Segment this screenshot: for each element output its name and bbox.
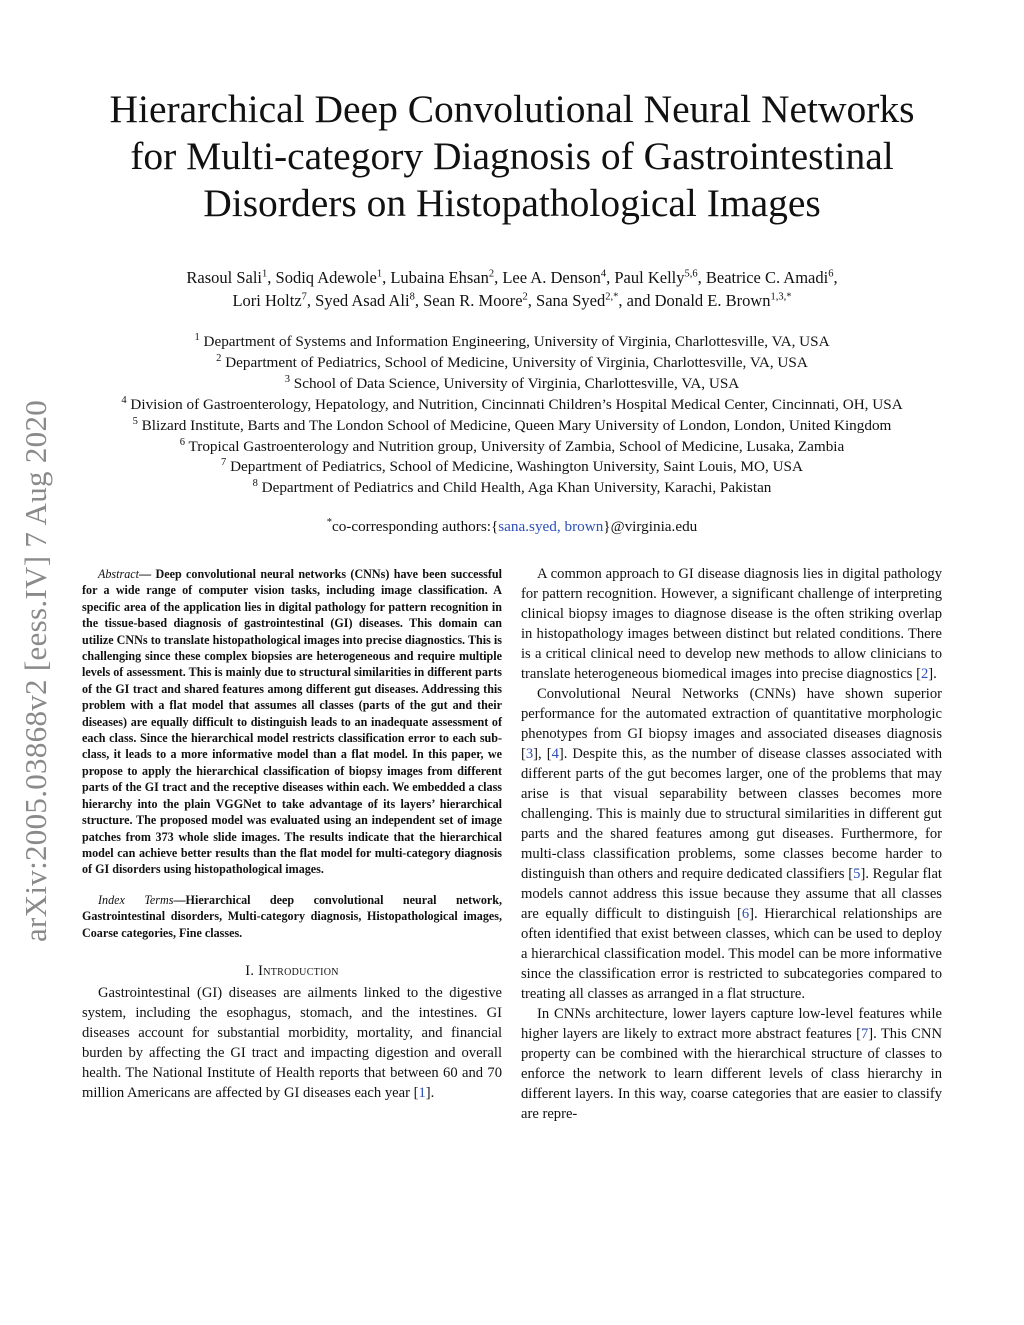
author-affil-sup: 2,* [605, 291, 619, 303]
index-terms-text: Hierarchical deep convolutional neural network, Gastrointestinal disorders, Multi-category diagnosis, Histopathological images, Coarse categories, Fine classes. [82, 892, 502, 940]
author-affil-sup: 8 [409, 291, 415, 303]
email-link-brown[interactable]: brown [564, 518, 604, 535]
abstract-label: Abstract [98, 567, 139, 581]
affiliation-text: Blizard Institute, Barts and The London School of Medicine, Queen Mary University of London, London, United Kingdom [141, 416, 892, 434]
affiliation [40, 374, 984, 395]
affiliation [40, 478, 984, 499]
affiliation-number: 2 [216, 352, 222, 364]
citation-link[interactable]: 3 [525, 746, 534, 762]
paragraph-text: , [538, 746, 547, 762]
affiliation-number: 8 [252, 478, 258, 490]
author-name: Lee A. Denson [502, 268, 601, 287]
paragraph-text: A common approach to GI disease diagnosis lies in digital pathology for pattern recognition. However, a significant challenge of interpreting clinical biopsy images to diagnose disease is the often striking overlap in histopathology images between distinct but related conditions. There is a critical clinical need to develop new methods to allow clinicians to translate heterogeneous biomedical images into precise diagnostics [521, 566, 942, 682]
paragraph-text: . Hierarchical relationships are often identified that exist between classes, which can be used to deploy a hierarchical classification model. This model can be more informative since the classification error is restricted to subcategories compared to treating all classes as arranged in a flat structure. [521, 906, 942, 1002]
index-terms [82, 892, 502, 941]
arxiv-identifier: arXiv:2005.03868v2 [eess.IV] 7 Aug 2020 [18, 399, 53, 942]
author-name: Syed Asad Ali [315, 291, 410, 310]
author-name: Paul Kelly [614, 268, 685, 287]
author-affil-sup: 2 [522, 291, 528, 303]
abstract-dash: — [138, 567, 152, 581]
citation-link[interactable]: 5 [853, 866, 861, 882]
affiliation-text: School of Data Science, University of Virginia, Charlottesville, VA, USA [293, 374, 740, 392]
email-link-syed[interactable]: sana.syed [498, 518, 557, 535]
affiliation [40, 416, 984, 437]
affiliation-number: 1 [194, 331, 200, 343]
author-name: Sean R. Moore [423, 291, 523, 310]
title-line: Disorders on Histopathological Images [203, 181, 821, 225]
paragraph: Convolutional Neural Networks (CNNs) have shown superior performance for the automated extraction of quantitative morphologic phenotypes from GI biopsy images and associated diseases diagnosis [3], [4]. Despite this, as the number of disease classes associated with different parts of the gut becomes larger, one of the problems that may arise is that visual separability between classes becomes more challenging. This is mainly due to structural similarities in different gut parts and the shared features among gut diseases. Furthermore, for multi-class classification problems, some classes become harder to distinguish than others and require dedicated classifiers [5]. Regular flat models cannot address this issue because they assume that all classes are equally difficult to distinguish [6]. Hierarchical relationships are often identified that exist between classes, which can be used to deploy a hierarchical classification model. This model can be more informative since the classification error is restricted to subcategories compared to treating all classes as arranged in a flat structure. [521, 686, 942, 1002]
paragraph: A common approach to GI disease diagnosis lies in digital pathology for pattern recognition. However, a significant challenge of interpreting clinical biopsy images to diagnose disease is the often striking overlap in histopathology images between distinct but related conditions. There is a critical clinical need to develop new methods to allow clinicians to translate heterogeneous biomedical images into precise diagnostics [2]. [521, 566, 942, 682]
author-affil-sup: 1 [262, 268, 268, 280]
email-separator: , [556, 518, 565, 535]
title-line: Hierarchical Deep Convolutional Neural Networks [109, 87, 915, 131]
paper-title [60, 86, 964, 227]
affiliation-text: Department of Systems and Information Engineering, University of Virginia, Charlottesville, VA, USA [203, 333, 830, 350]
affiliation-text: Department of Pediatrics, School of Medicine, Washington University, Saint Louis, MO, USA [230, 458, 803, 476]
paragraph-text: Gastrointestinal (GI) diseases are ailments linked to the digestive system, including the esophagus, stomach, and the intestines. GI diseases account for substantial morbidity, mortality, and financial burden by affecting the GI tract and impacting digestion and overall health. The National Institute of Health reports that between 60 and 70 million Americans are affected by GI diseases each year [82, 984, 502, 1101]
abstract-text: Deep convolutional neural networks (CNNs) have been successful for a wide range of computer vision tasks, including image classification. A specific area of the application lies in digital pathology for pattern recognition in the tissue-based diagnosis of gastrointestinal (GI) diseases. This domain can utilize CNNs to translate histopathological images into precise diagnostics. This is challenging since these complex biopsies are heterogeneous and require multiple levels of assessment. This is mainly due to structural similarities in different parts of the GI tract and shared features among different gut diseases. Addressing this problem with a flat model that assumes all classes (parts of the gut and their diseases) are equally difficult to distinguish leads to an inadequate assessment of each class. Since the hierarchical model restricts classification error to each sub-class, it leads to a more informative model than a flat model. In this paper, we propose to apply the hierarchical classification of biopsy images from different parts of the GI tract and the receptive diseases within each. We embedded a class hierarchy into the plain VGGNet to take advantage of its layers’ hierarchical structure. The proposed model was evaluated using an independent set of image patches from 373 whole slide images. The results indicate that the hierarchical model can achieve better results than the flat model for multi-category diagnosis of GI disorders using histopathological images. [82, 567, 502, 877]
author-line: Rasoul Sali$^1$, Sodiq Adewole$^1$, Lubaina Ehsan$^2$, Lee A. Denson$^4$, Paul Kelly$^{5,6}$, Beatrice C. Amadi$^6$, [186, 268, 838, 287]
section-title: Introduction [258, 962, 339, 979]
section-numeral: I. [245, 962, 259, 979]
author-affil-sup: 5,6 [684, 268, 698, 280]
affiliation-number: 4 [121, 394, 127, 406]
affiliation-number: 3 [284, 373, 290, 385]
affiliation-list [40, 332, 984, 499]
author-name: Donald E. Brown [654, 291, 771, 310]
index-terms-label: Index Terms [98, 892, 174, 907]
corresponding-prefix: co-corresponding authors: [331, 518, 491, 535]
author-affil-sup: 2 [488, 268, 495, 280]
affiliation-number: 7 [221, 457, 227, 469]
left-column [82, 564, 502, 1103]
paragraph: In CNNs architecture, lower layers capture low-level features while higher layers are likely to extract more abstract features [7]. This CNN property can be combined with the hierarchical structure of classes to enforce the network to learn different levels of class hierarchy in different layers. In this way, coarse categories that are easier to classify are repre- [521, 1006, 942, 1122]
paragraph-text: . Despite this, as the number of disease classes associated with different parts of the gut becomes larger, one of the problems that may arise is that visual separability between classes becomes more challenging. This is mainly due to structural similarities in different gut parts and the shared features among gut diseases. Furthermore, for multi-class classification problems, some classes become harder to distinguish than others and require dedicated classifiers [521, 746, 942, 882]
right-column [521, 564, 942, 1124]
citation-link[interactable]: 1 [418, 1084, 426, 1101]
author-name: Sana Syed [536, 291, 606, 310]
paragraph-text: Convolutional Neural Networks (CNNs) have shown superior performance for the automated extraction of quantitative morphologic phenotypes from GI biopsy images and associated diseases diagnosis [521, 686, 942, 742]
author-name: Beatrice C. Amadi [705, 268, 829, 287]
paragraph-end: . [430, 1084, 435, 1101]
author-name: Lori Holtz [232, 291, 302, 310]
corresponding-authors [60, 518, 964, 536]
citation-link[interactable]: 7 [860, 1026, 869, 1042]
paragraph-end: . [933, 666, 937, 682]
affiliation-text: Department of Pediatrics, School of Medicine, University of Virginia, Charlottesville, VA, USA [225, 353, 808, 371]
affiliation [40, 437, 984, 458]
affiliation-text: Department of Pediatrics and Child Health, Aga Khan University, Karachi, Pakistan [261, 479, 772, 497]
paragraph-text: . This CNN property can be combined with the hierarchical structure of classes to enforce the network to learn different levels of class hierarchy in different layers. In this way, coarse categories that are easier to classify are repre- [521, 1026, 942, 1122]
paragraph-text: In CNNs architecture, lower layers capture low-level features while higher layers are likely to extract more abstract features [521, 1006, 942, 1042]
affiliation [40, 395, 984, 416]
brace-open: { [490, 518, 499, 535]
affiliation [40, 332, 984, 353]
affiliation-number: 5 [132, 415, 138, 427]
abstract [82, 566, 502, 878]
author-affil-sup: 4 [600, 268, 607, 280]
author-list [60, 266, 964, 312]
title-line: for Multi-category Diagnosis of Gastrointestinal [130, 134, 894, 178]
affiliation-number: 6 [179, 436, 185, 448]
affiliation [40, 353, 984, 374]
corresponding-star: * [326, 516, 332, 528]
brace-close: } [603, 518, 611, 535]
affiliation-text: Division of Gastroenterology, Hepatology, and Nutrition, Cincinnati Children’s Hospital Medical Center, Cincinnati, OH, USA [130, 395, 903, 413]
intro-paragraph: Gastrointestinal (GI) diseases are ailments linked to the digestive system, including the esophagus, stomach, and the intestines. GI diseases account for substantial morbidity, mortality, and financial burden by affecting the GI tract and impacting digestion and overall health. The National Institute of Health reports that between 60 and 70 million Americans are affected by GI diseases each year [1]. [82, 984, 502, 1101]
email-domain: @virginia.edu [610, 518, 698, 535]
author-affil-sup: 1 [376, 268, 383, 280]
author-name: Lubaina Ehsan [390, 268, 489, 287]
author-affil-sup: 6 [828, 268, 834, 280]
citation-link[interactable]: 4 [551, 746, 559, 762]
paragraph-text: . Regular flat models cannot address this issue because they assume that all classes are equally difficult to distinguish [521, 866, 942, 922]
author-affil-sup: 7 [301, 291, 307, 303]
citation-link[interactable]: 2 [921, 666, 929, 682]
author-name: Rasoul Sali [186, 268, 263, 287]
affiliation-text: Tropical Gastroenterology and Nutrition group, University of Zambia, School of Medicine, Lusaka, Zambia [188, 437, 845, 455]
index-terms-dash: — [173, 892, 186, 907]
affiliation [40, 457, 984, 478]
citation-link[interactable]: 6 [741, 906, 750, 922]
author-affil-sup: 1,3,* [770, 291, 792, 303]
author-name: Sodiq Adewole [275, 268, 377, 287]
author-line: Lori Holtz$^7$, Syed Asad Ali$^8$, Sean R. Moore$^2$, Sana Syed$^{2,*}$, and Donald E. Brown$^{1,3,*}$ [232, 291, 792, 310]
section-heading-introduction [82, 961, 502, 981]
